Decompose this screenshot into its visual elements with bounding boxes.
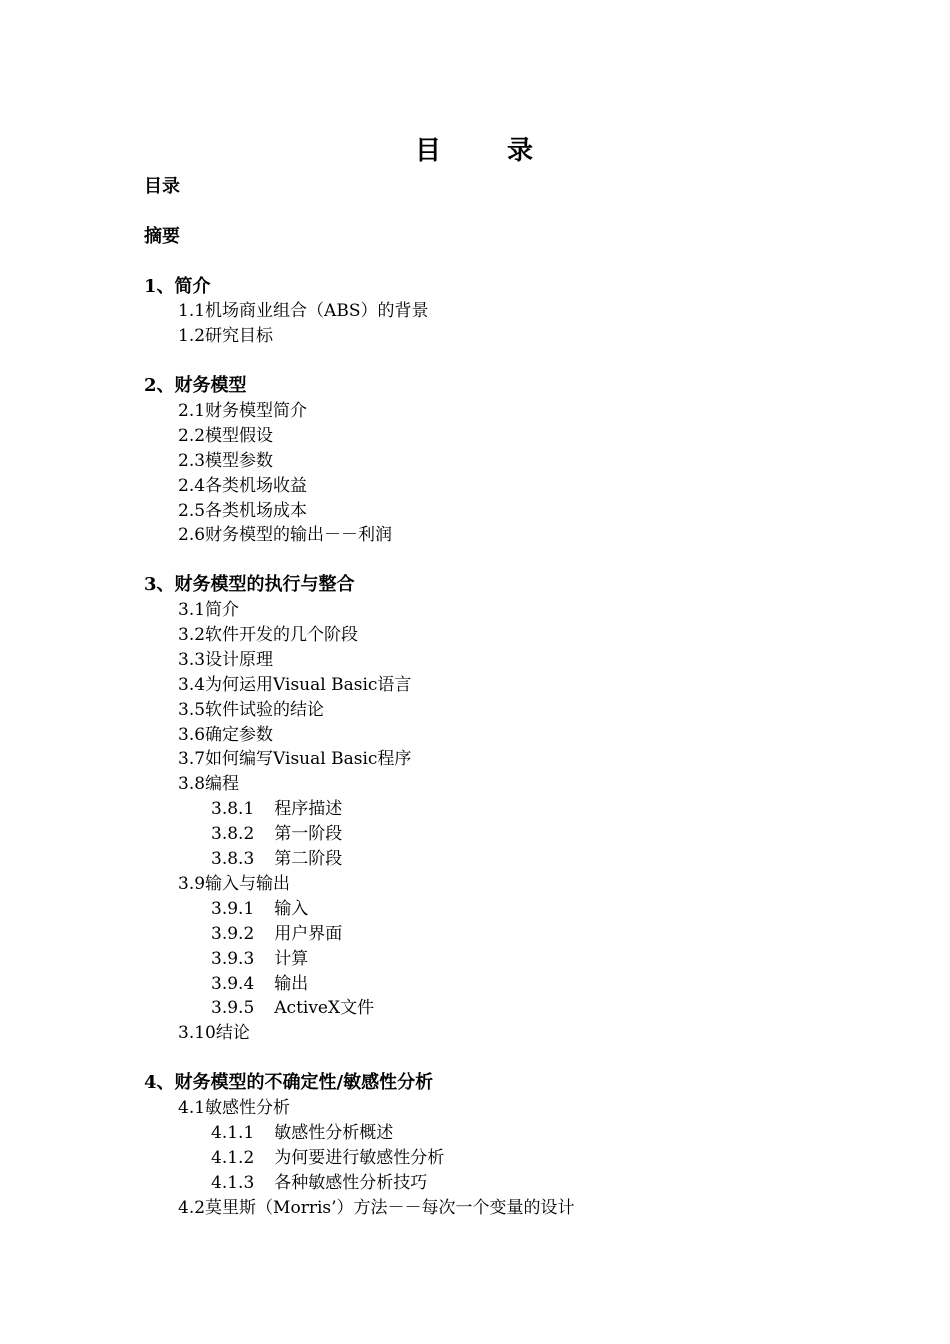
page-title-left: 目 xyxy=(414,136,443,166)
toc-subsection-entry[interactable] xyxy=(144,972,904,997)
toc-entry-title: 用户界面 xyxy=(274,923,343,944)
toc-entry-number: 2.4 xyxy=(178,475,206,496)
toc-entry-number: 2.6 xyxy=(178,525,206,546)
toc-entry-title: 简介 xyxy=(205,600,240,621)
toc-entry-title: ActiveX文件 xyxy=(274,998,375,1019)
toc-heading-text: 目录 xyxy=(144,176,180,197)
toc-entry-title: 软件开发的几个阶段 xyxy=(205,625,359,646)
toc-entry-title: 输入与输出 xyxy=(205,873,291,894)
toc-entry-title: 第一阶段 xyxy=(274,824,343,845)
toc-entry-number: 3.10 xyxy=(178,1023,216,1044)
toc-entry-title: 财务模型的输出－－利润 xyxy=(205,525,393,546)
toc-entry-title: 敏感性分析概述 xyxy=(274,1122,394,1143)
toc-entry-number: 1.2 xyxy=(178,326,206,347)
toc-entry-number: 3.5 xyxy=(178,699,206,720)
toc-entry-title: 财务模型简介 xyxy=(205,401,308,422)
toc-heading[interactable] xyxy=(144,573,904,598)
toc-section-entry[interactable] xyxy=(144,299,904,324)
toc-entry-number: 3.7 xyxy=(178,749,206,770)
toc-subsection-entry[interactable] xyxy=(144,922,904,947)
toc-entry-number: 1.1 xyxy=(178,301,206,322)
toc-spacer xyxy=(144,250,904,275)
toc-entry-title: 编程 xyxy=(205,774,240,795)
toc-entry-number: 4.1.1 xyxy=(211,1122,255,1143)
toc-subsection-entry[interactable] xyxy=(144,847,904,872)
toc-entry-title: 为何要进行敏感性分析 xyxy=(274,1147,445,1168)
toc-entry-number: 2.2 xyxy=(178,425,206,446)
toc-entry-number: 3.6 xyxy=(178,724,206,745)
toc-subsection-entry[interactable] xyxy=(144,822,904,847)
toc-entry-number: 2.1 xyxy=(178,401,206,422)
toc-subsection-entry[interactable] xyxy=(144,797,904,822)
toc-entry-title: 模型参数 xyxy=(205,450,274,471)
toc-section-entry[interactable] xyxy=(144,1196,904,1221)
toc-entry-title: 研究目标 xyxy=(205,326,274,347)
toc-heading-text: 3、财务模型的执行与整合 xyxy=(144,574,355,596)
toc-entry-number: 3.9.3 xyxy=(211,948,255,969)
toc-subsection-entry[interactable] xyxy=(144,1146,904,1171)
toc-section-entry[interactable] xyxy=(144,1021,904,1046)
toc-entry-title: 敏感性分析 xyxy=(205,1097,291,1118)
toc-entry-number: 3.8.2 xyxy=(211,824,255,845)
toc-entry-number: 3.4 xyxy=(178,674,206,695)
toc-section-entry[interactable] xyxy=(144,499,904,524)
toc-entry-title: 为何运用Visual Basic语言 xyxy=(205,674,412,695)
toc-entry-number: 3.9.1 xyxy=(211,898,255,919)
toc-entry-title: 输出 xyxy=(274,973,309,994)
toc-heading-text: 4、财务模型的不确定性/敏感性分析 xyxy=(144,1072,434,1094)
toc-entry-title: 输入 xyxy=(274,898,309,919)
toc-section-entry[interactable] xyxy=(144,872,904,897)
toc-entry-number: 3.1 xyxy=(178,600,206,621)
toc-section-entry[interactable] xyxy=(144,772,904,797)
toc-entry-title: 各类机场成本 xyxy=(205,500,308,521)
toc-section-entry[interactable] xyxy=(144,324,904,349)
toc-entry-title: 计算 xyxy=(274,948,309,969)
toc-heading[interactable] xyxy=(144,1071,904,1096)
toc-entry-number: 3.9.4 xyxy=(211,973,255,994)
toc-section-entry[interactable] xyxy=(144,648,904,673)
toc-entry-number: 4.1.3 xyxy=(211,1172,255,1193)
toc-section-entry[interactable] xyxy=(144,424,904,449)
toc-entry-title: 第二阶段 xyxy=(274,849,343,870)
toc-entry-title: 各类机场收益 xyxy=(205,475,308,496)
toc-spacer xyxy=(144,548,904,573)
toc-entry-number: 3.9 xyxy=(178,873,206,894)
toc-section-entry[interactable] xyxy=(144,1096,904,1121)
toc-section-entry[interactable] xyxy=(144,723,904,748)
toc-entry-number: 2.3 xyxy=(178,450,206,471)
toc-entry-title: 结论 xyxy=(215,1023,250,1044)
toc-entry-number: 3.8.3 xyxy=(211,849,255,870)
toc-spacer xyxy=(144,1046,904,1071)
toc-entry-number: 4.1.2 xyxy=(211,1147,255,1168)
toc-entry-title: 确定参数 xyxy=(205,724,274,745)
toc-entry-number: 4.1 xyxy=(178,1097,206,1118)
toc-entry-title: 软件试验的结论 xyxy=(205,699,325,720)
toc-heading[interactable] xyxy=(144,275,904,300)
toc-section-entry[interactable] xyxy=(144,673,904,698)
toc-section-entry[interactable] xyxy=(144,747,904,772)
toc-heading-text: 摘要 xyxy=(144,225,180,247)
toc-section-entry[interactable] xyxy=(144,399,904,424)
toc-heading[interactable] xyxy=(144,225,904,250)
toc-entry-number: 3.9.5 xyxy=(211,998,255,1019)
page-title-right: 录 xyxy=(507,136,536,166)
toc-section-entry[interactable] xyxy=(144,623,904,648)
toc-entry-title: 程序描述 xyxy=(274,799,343,820)
toc-entry-number: 3.9.2 xyxy=(211,923,255,944)
toc-entry-title: 模型假设 xyxy=(205,425,274,446)
toc-entry-number: 4.2 xyxy=(178,1197,206,1218)
toc-spacer xyxy=(144,349,904,374)
toc-entry-number: 2.5 xyxy=(178,500,206,521)
toc-section-entry[interactable] xyxy=(144,474,904,499)
toc-entry-title: 机场商业组合（ABS）的背景 xyxy=(205,301,429,322)
toc-subsection-entry[interactable] xyxy=(144,947,904,972)
toc-entry-number: 3.8.1 xyxy=(211,799,255,820)
table-of-contents xyxy=(144,175,904,1220)
page-title xyxy=(0,134,950,168)
toc-heading-text: 1、简介 xyxy=(144,275,211,297)
toc-entry-title: 各种敏感性分析技巧 xyxy=(274,1172,428,1193)
toc-entry-title: 莫里斯（Morris’）方法－－每次一个变量的设计 xyxy=(205,1197,575,1218)
toc-subsection-entry[interactable] xyxy=(144,897,904,922)
toc-spacer xyxy=(144,200,904,225)
toc-subsection-entry[interactable] xyxy=(144,996,904,1021)
toc-entry-title: 如何编写Visual Basic程序 xyxy=(205,749,412,770)
toc-heading-text: 2、财务模型 xyxy=(144,375,247,397)
toc-entry-number: 3.8 xyxy=(178,774,206,795)
toc-heading[interactable] xyxy=(144,175,904,200)
toc-subsection-entry[interactable] xyxy=(144,1171,904,1196)
toc-section-entry[interactable] xyxy=(144,449,904,474)
toc-heading[interactable] xyxy=(144,374,904,399)
toc-entry-title: 设计原理 xyxy=(205,649,274,670)
toc-entry-number: 3.2 xyxy=(178,625,206,646)
toc-section-entry[interactable] xyxy=(144,523,904,548)
toc-section-entry[interactable] xyxy=(144,698,904,723)
toc-entry-number: 3.3 xyxy=(178,649,206,670)
toc-section-entry[interactable] xyxy=(144,598,904,623)
toc-subsection-entry[interactable] xyxy=(144,1121,904,1146)
